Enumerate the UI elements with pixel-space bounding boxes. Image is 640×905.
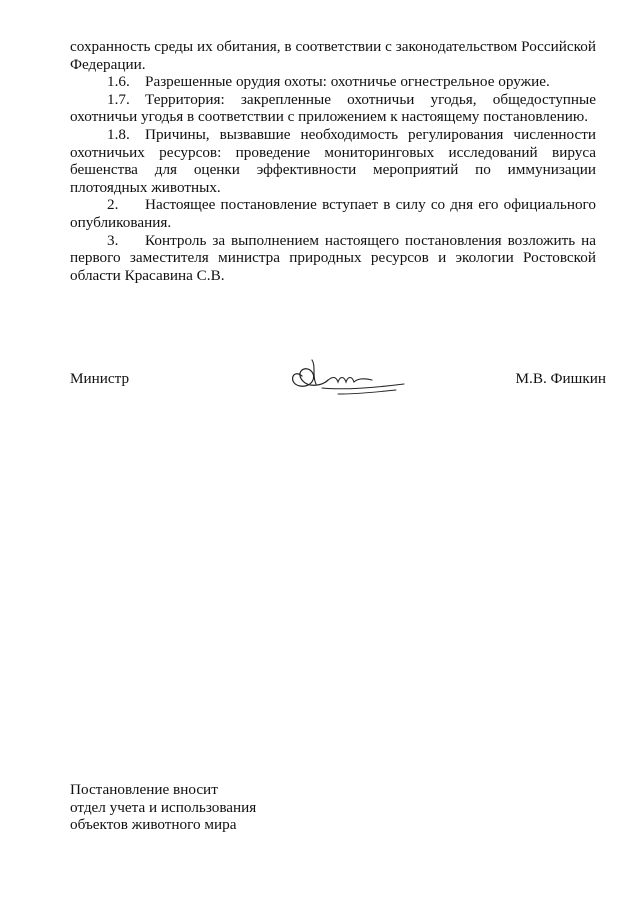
clause-number: 3.	[107, 231, 119, 249]
clause-1-7	[70, 91, 596, 126]
clause-1-6	[70, 73, 596, 91]
clause-text: Контроль за выполнением настоящего постановления возложить на первого заместителя министра природных ресурсов и экологии Ростовской области Красавина С.В.	[70, 231, 596, 284]
clause-number: 1.8.	[107, 125, 130, 143]
clause-3	[70, 232, 596, 285]
clause-text: Причины, вызвавшие необходимость регулирования численности охотничьих ресурсов: проведение мониторинговых исследований вируса бешенства для оценки эффективности мероприятий по иммунизации плотоядных животных.	[70, 125, 596, 196]
signature-block	[70, 370, 606, 410]
clause-number: 1.6.	[107, 73, 130, 91]
handwritten-signature	[282, 354, 412, 406]
clause-number: 1.7.	[107, 90, 130, 108]
originator-line-1: Постановление вносит	[70, 781, 218, 798]
clause-text: Настоящее постановление вступает в силу со дня его официального опубликования.	[70, 196, 596, 231]
signatory-title: Министр	[70, 370, 130, 387]
clause-number: 2.	[107, 196, 119, 214]
clause-2	[70, 196, 596, 231]
originator-note	[70, 781, 370, 834]
document-body	[70, 38, 596, 284]
originator-line-3: объектов животного мира	[70, 816, 237, 834]
originator-line-2: отдел учета и использования	[70, 798, 257, 816]
intro-continuation: сохранность среды их обитания, в соответствии с законодательством Российской Федерации.	[70, 38, 596, 73]
clause-text: Разрешенные орудия охоты: охотничье огнестрельное оружие.	[145, 73, 550, 91]
signatory-name: М.В. Фишкин	[515, 370, 606, 387]
clause-1-8	[70, 126, 596, 196]
clause-text: Территория: закрепленные охотничьи угодья, общедоступные охотничьи угодья в соответствии с приложением к настоящему постановлению.	[70, 90, 596, 126]
